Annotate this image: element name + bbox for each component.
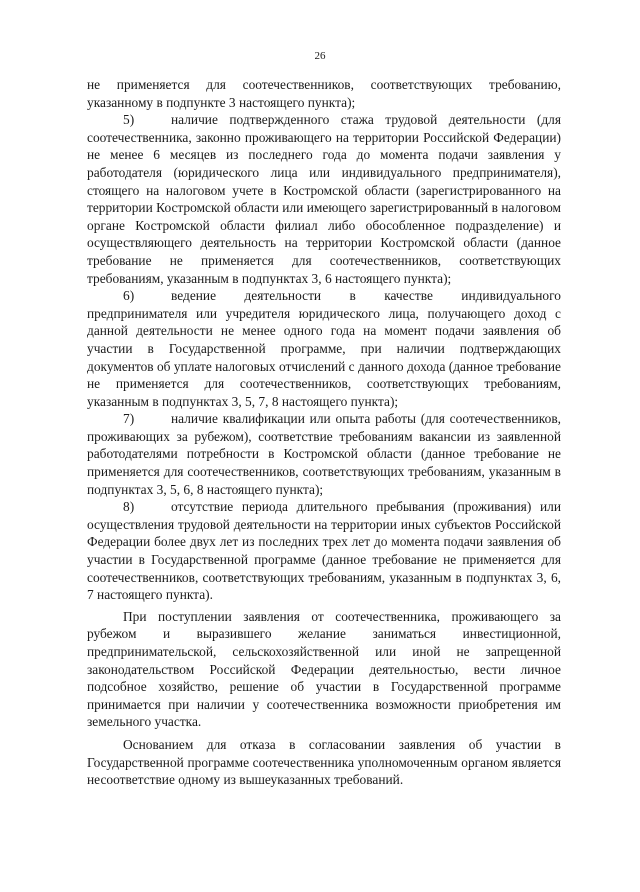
list-item-number: 5) — [123, 112, 135, 128]
paragraph-text: не применяется для соотечественников, соответствующих требованию, указанному в подпункте 3 настоящего пункта); — [87, 77, 561, 110]
paragraph-text: Основанием для отказа в согласовании заявления об участии в Государственной программе соотечественника уполномоченным органом является несоответствие одному из вышеуказанных требований. — [87, 736, 561, 788]
list-item-text: наличие подтвержденного стажа трудовой деятельности (для соотечественника, законно проживающего на территории Российской Федерации) не менее 6 месяцев из последнего года до момента подачи заявления у работодателя (юридического лица или индивидуального предпринимателя), стоящего на налоговом учете в Костромской области (зарегистрированного на территории Костромской области или имеющего зарегистрированный в налоговом органе Костромской области филиал либо обособленное подразделение) и осуществляющего деятельность на территории Костромской области (данное требование не применяется для соотечественников, соответствующих требованиям, указанным в подпунктах 3, 6 настоящего пункта); — [87, 112, 561, 286]
list-item-number: 8) — [123, 499, 135, 515]
list-item-6 — [87, 287, 561, 410]
paragraph-text: При поступлении заявления от соотечественника, проживающего за рубежом и выразившего желание заниматься инвестиционной, предпринимательской, сельскохозяйственной или иной не запрещенной законодательством Российской Федерации деятельностью, вести личное подсобное хозяйство, решение об участии в Государственной программе принимается при наличии у соотечественника возможности приобретения им земельного участка. — [87, 608, 561, 730]
list-item-text: отсутствие периода длительного пребывания (проживания) или осуществления трудовой деятельности на территории иных субъектов Российской Федерации более двух лет из последних трех лет до момента подачи заявления об участии в Государственной программе (данное требование не применяется для соотечественников, соответствующих требованиям, указанным в подпунктах 3, 6, 7 настоящего пункта). — [87, 499, 561, 603]
document-body — [87, 76, 561, 789]
list-item-text: наличие квалификации или опыта работы (для соотечественников, проживающих за рубежом), соответствие требованиям вакансии из заявленной работодателями потребности в Костромской области (данное требование не применяется для соотечественников, соответствующих требованиям, указанным в подпунктах 3, 5, 6, 8 настоящего пункта); — [87, 411, 561, 497]
page-number: 26 — [314, 50, 326, 62]
list-item-8 — [87, 498, 561, 604]
paragraph-refusal-grounds — [87, 736, 561, 789]
list-item-text: ведение деятельности в качестве индивидуального предпринимателя или учредителя юридического лица, получающего доход с данной деятельности не менее одного года на момент подачи заявления об участии в Государственной программе, при наличии подтверждающих документов об уплате налоговых отчислений с данного дохода (данное требование не применяется для соотечественников, соответствующих требованиям, указанным в подпунктах 3, 5, 7, 8 настоящего пункта); — [87, 288, 561, 409]
list-item-7 — [87, 410, 561, 498]
paragraph-land-plot — [87, 608, 561, 731]
list-item-5 — [87, 111, 561, 287]
paragraph-continuation — [87, 76, 561, 111]
list-item-number: 7) — [123, 411, 135, 427]
list-item-number: 6) — [123, 288, 135, 304]
